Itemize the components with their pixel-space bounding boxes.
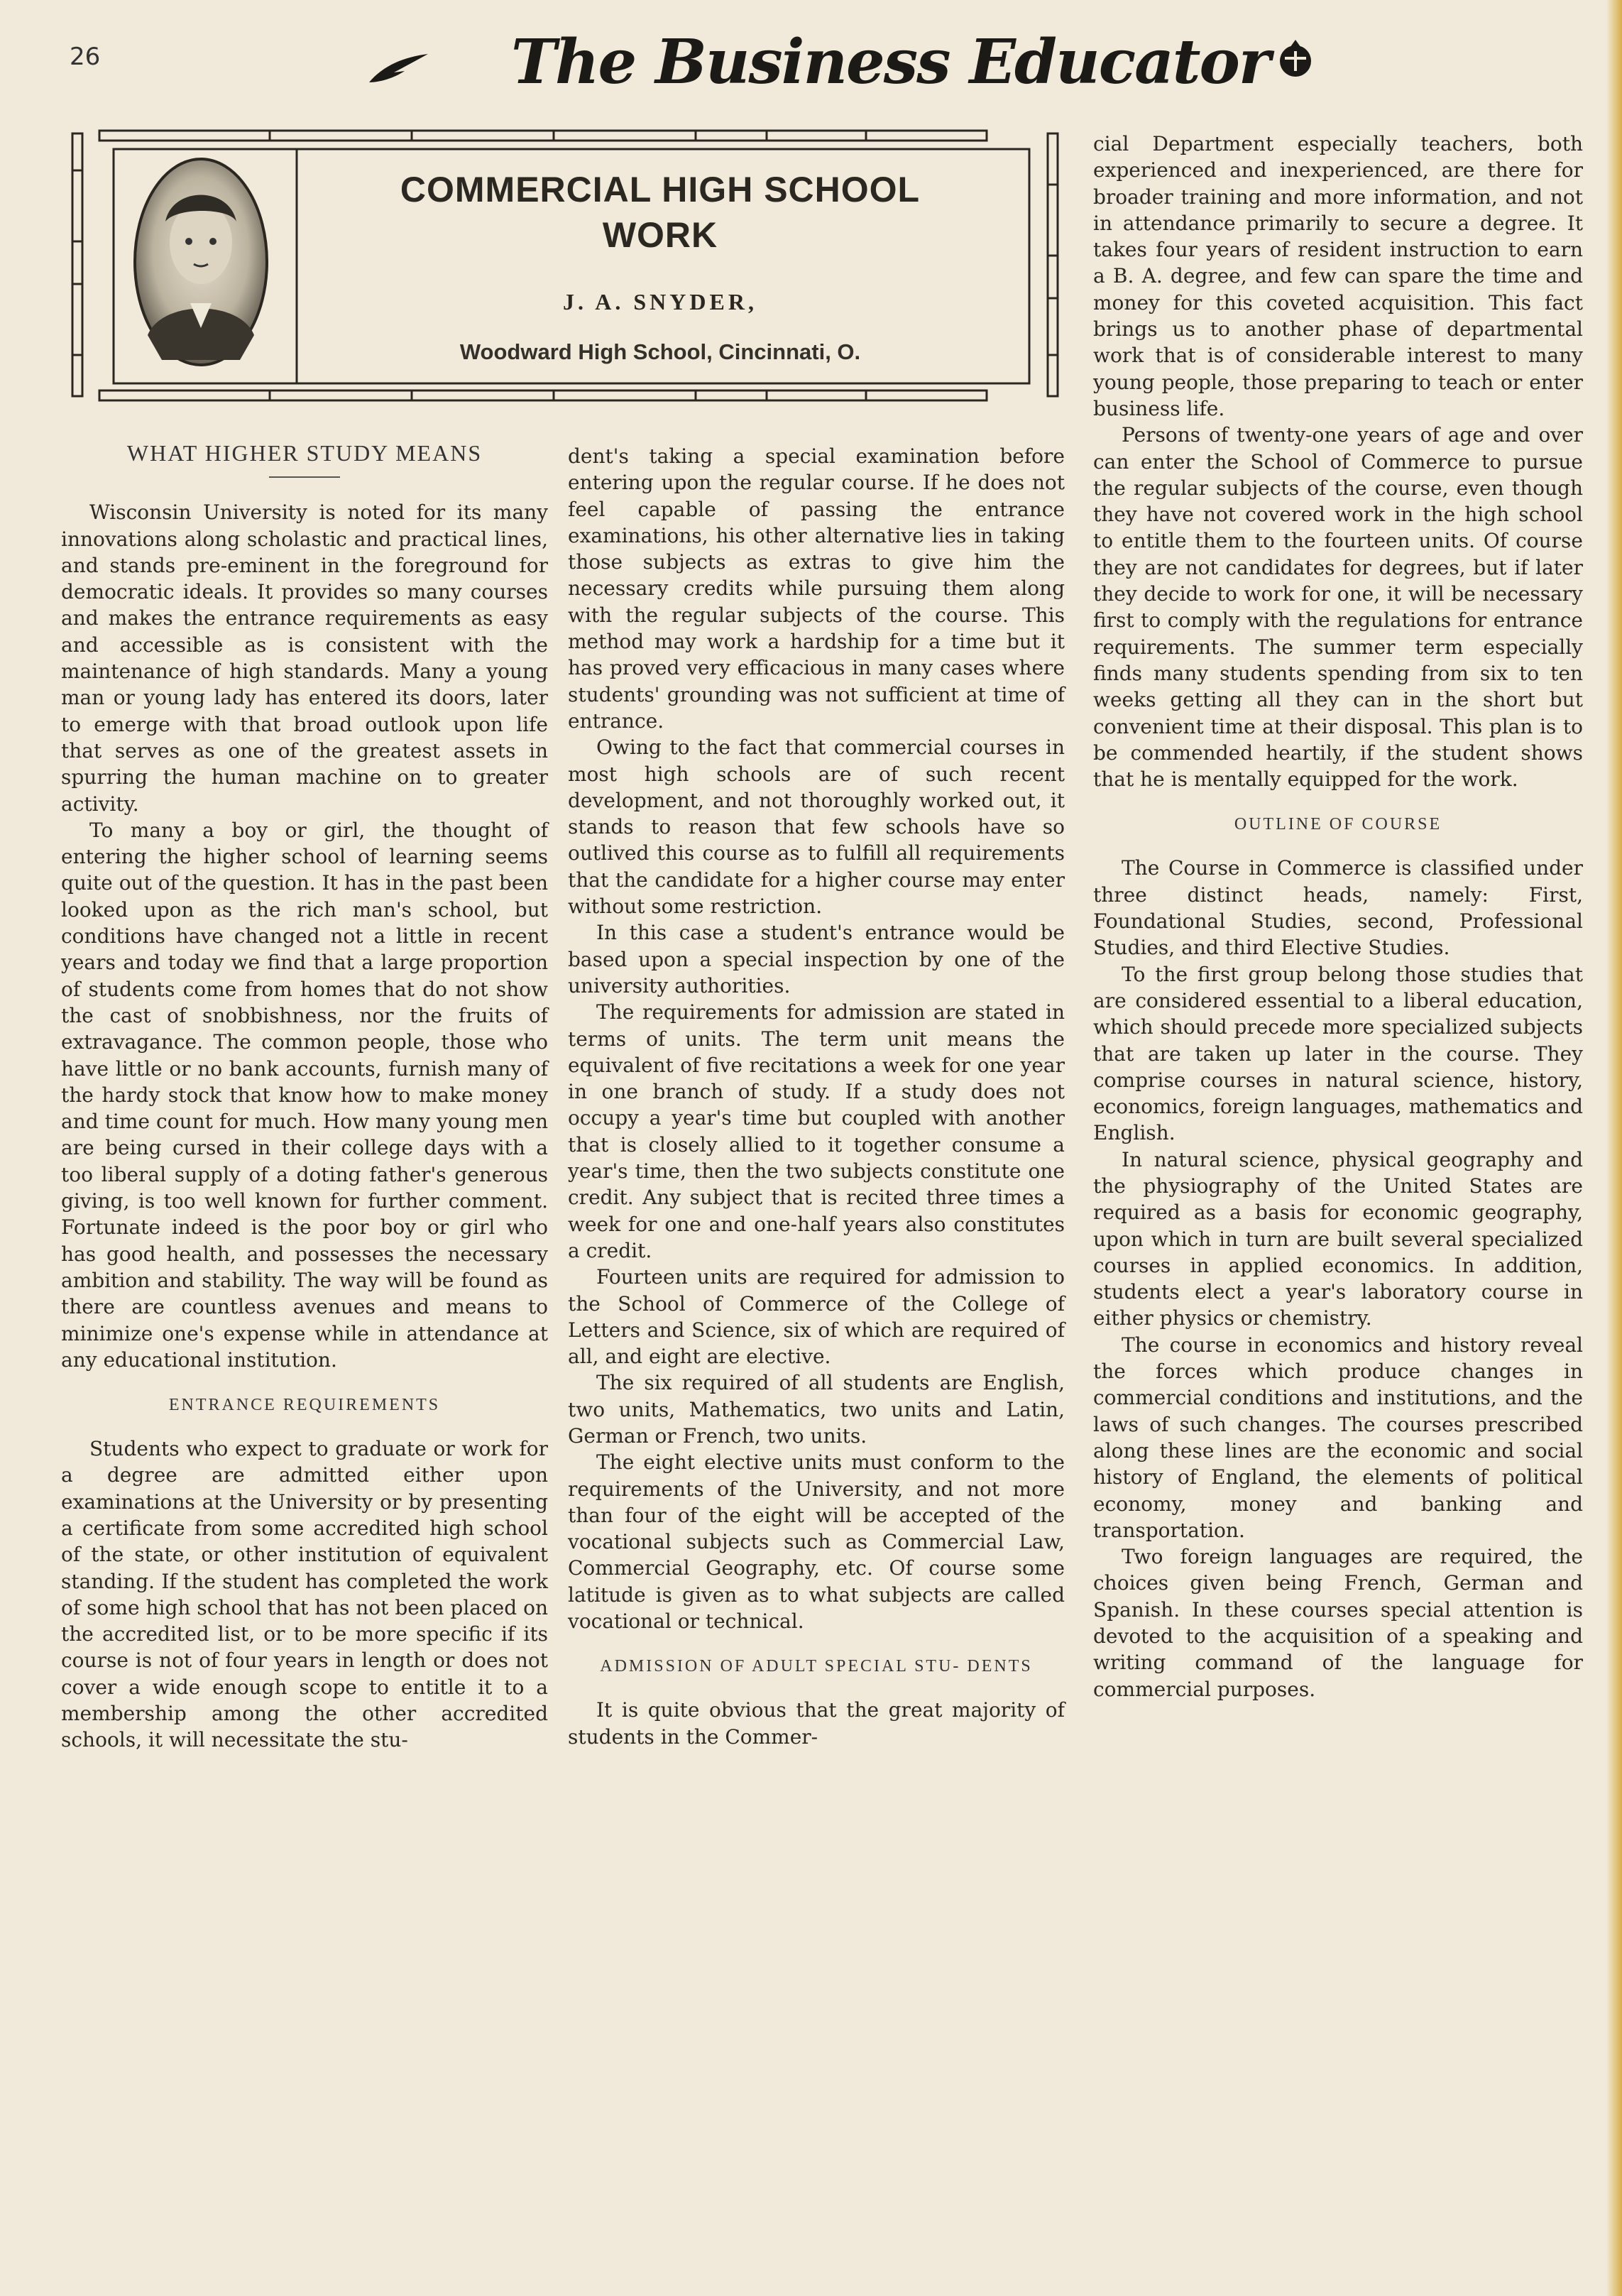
column-1 (61, 440, 548, 1754)
paragraph: Owing to the fact that commercial courses in most high schools are of such recent development, and not thoroughly worked out, it stands to reason that few schools have so outlived this course as to fulfill all requirements that the candidate for a higher course may enter without some restriction. (568, 736, 1065, 919)
paragraph: It is quite obvious that the great majority of students in the Commer- (568, 1698, 1065, 1749)
author-affiliation: Woodward High School, Cincinnati, O. (459, 339, 861, 364)
section-heading-outline: OUTLINE OF COURSE (1234, 815, 1442, 834)
paragraph: In this case a student's entrance would be based upon a special inspection by one of the university authorities. (568, 921, 1065, 997)
title-line-1: COMMERCIAL HIGH SCHOOL (400, 170, 921, 209)
page-number: 26 (70, 43, 101, 71)
paragraph: In natural science, physical geography and the physiography of the United States are required as a basis for economic geography, upon which in turn are built several specialized courses in applied economics. In addition, students elect a year's laboratory course in either physics or chemistry. (1093, 1147, 1583, 1330)
article-title (305, 167, 1015, 258)
section-heading-what-higher-study: WHAT HIGHER STUDY MEANS (126, 440, 483, 466)
paragraph: The requirements for admission are stated in terms of units. The term unit means the equivalent of five recitations a week for one year in one branch of study. If a study does not occupy a year's time but coupled with another that is closely allied to it together consume a year's time, then the two subjects constitute one credit. Any subject that is recited three times a week for one and one-half years also constitutes a credit. (568, 1000, 1065, 1262)
page-edge (1606, 0, 1622, 2296)
paragraph: Students who expect to graduate or work for a degree are admitted either upon examinations at the University or by presenting a certificate from some accredited high school of the state, or other institution of equivalent standing. If the student has completed the work of some high school that has not been placed on the accredited list, or to be more specific if its course is not of four years in length or does not cover a wide enough scope to entitle it to a membership among the other accredited schools, it will necessitate the stu- (61, 1437, 548, 1752)
paragraph: The Course in Commerce is classified under three distinct heads, namely: First, Foundational Studies, second, Professional Studies, and third Elective Studies. (1093, 856, 1583, 960)
quill-icon (366, 51, 429, 87)
paragraph: Fourteen units are required for admission to the School of Commerce of the College of Letters and Science, six of which are required of all, and eight are elective. (568, 1265, 1065, 1369)
paragraph: The six required of all students are English, two units, Mathematics, two units and Latin, German or French, two units. (568, 1371, 1065, 1448)
heading-rule (269, 476, 340, 478)
paragraph: Persons of twenty-one years of age and over can enter the School of Commerce to pursue the regular subjects of the course, even though they have not covered work in the high school to entitle them to the fourteen units. Of course they are not candidates for degrees, but if later they decide to work for one, it will be necessary first to comply with the regulations for entrance requirements. The summer term especially finds many students spending from six to ten weeks getting all they can in the short but convenient time at their disposal. This plan is to be commended heartily, if the student shows that he is mentally equipped for the work. (1093, 423, 1583, 792)
column-3 (1093, 131, 1583, 1702)
paragraph: The course in economics and history reveal the forces which produce changes in commercial conditions and institutions, and the laws of such changes. The courses prescribed along these lines are the economic and social history of England, the elements of political economy, money and banking and transportation. (1093, 1333, 1583, 1542)
paragraph: To the first group belong those studies that are considered essential to a liberal education, which should precede more specialized subjects that are taken up later in the course. They comprise courses in natural science, history, economics, foreign languages, mathematics and English. (1093, 962, 1583, 1145)
paragraph: Wisconsin University is noted for its many innovations along scholastic and practical lines, and stands pre-eminent in the foreground for democratic ideals. It provides so many courses and makes the entrance requirements as easy and accessible as is consistent with the maintenance of high standards. Many a young man or young lady has entered its doors, later to emerge with that broad outlook upon life that serves as one of the greatest assets in spurring the human machine on to greater activity. (61, 501, 548, 816)
title-area (305, 167, 1015, 365)
section-heading-entrance: ENTRANCE REQUIREMENTS (168, 1396, 441, 1415)
author-portrait (133, 158, 268, 367)
paragraph: dent's taking a special examination before entering upon the regular course. If he does not feel capable of passing the entrance examinations, his other alternative lies in taking those subjects as extras to give him the necessary credits while pursuing them along with the regular subjects of the course. This method may work a hardship for a time but it has proved very efficacious in many cases where students' grounding was not sufficient at time of entrance. (568, 444, 1065, 733)
paragraph: The eight elective units must conform to the requirements of the University, and not more than four of the eight will be accepted of the vocational subjects such as Commercial Law, Commercial Geography, etc. Of course some latitude is given as to what subjects are called vocational or technical. (568, 1450, 1065, 1634)
column-2 (568, 443, 1065, 1750)
author-name: J. A. SNYDER, (563, 289, 757, 315)
paragraph: Two foreign languages are required, the choices given being French, German and Spanish. In these courses special attention is devoted to the acquisition of a speaking and writing command of the language for commercial purposes. (1093, 1545, 1583, 1701)
section-heading-admission: ADMISSION OF ADULT SPECIAL STU- DENTS (600, 1657, 1033, 1676)
paragraph: cial Department especially teachers, both experienced and inexperienced, are there for broader training and more information, and not in attendance primarily to secure a degree. It takes four years of resident instruction to earn a B. A. degree, and few can spare the time and money for this coveted acquisition. This fact brings us to another phase of departmental work that is of considerable interest to many young people, those preparing to teach or enter business life. (1093, 132, 1583, 420)
paragraph: To many a boy or girl, the thought of entering the higher school of learning seems quite out of the question. It has in the past been looked upon as the rich man's school, but conditions have changed not a little in recent years and today we find that a large proportion of students come from homes that do not show the cast of snobbishness, nor the fruits of extravagance. The common people, those who have little or no bank accounts, furnish many of the hardy stock that know how to make money and time count for much. How many young men are being cursed in their college days with a too liberal supply of a doting father's generous giving, is too well known for further comment. Fortunate indeed is the poor boy or girl who has good health, and possesses the necessary ambition and stability. The way will be found as there are countless avenues and means to minimize one's expense while in attendance at any educational institution. (61, 818, 548, 1372)
title-line-2: WORK (602, 215, 718, 255)
masthead: The Business Educator (511, 26, 1270, 98)
emblem-icon (1271, 35, 1320, 85)
